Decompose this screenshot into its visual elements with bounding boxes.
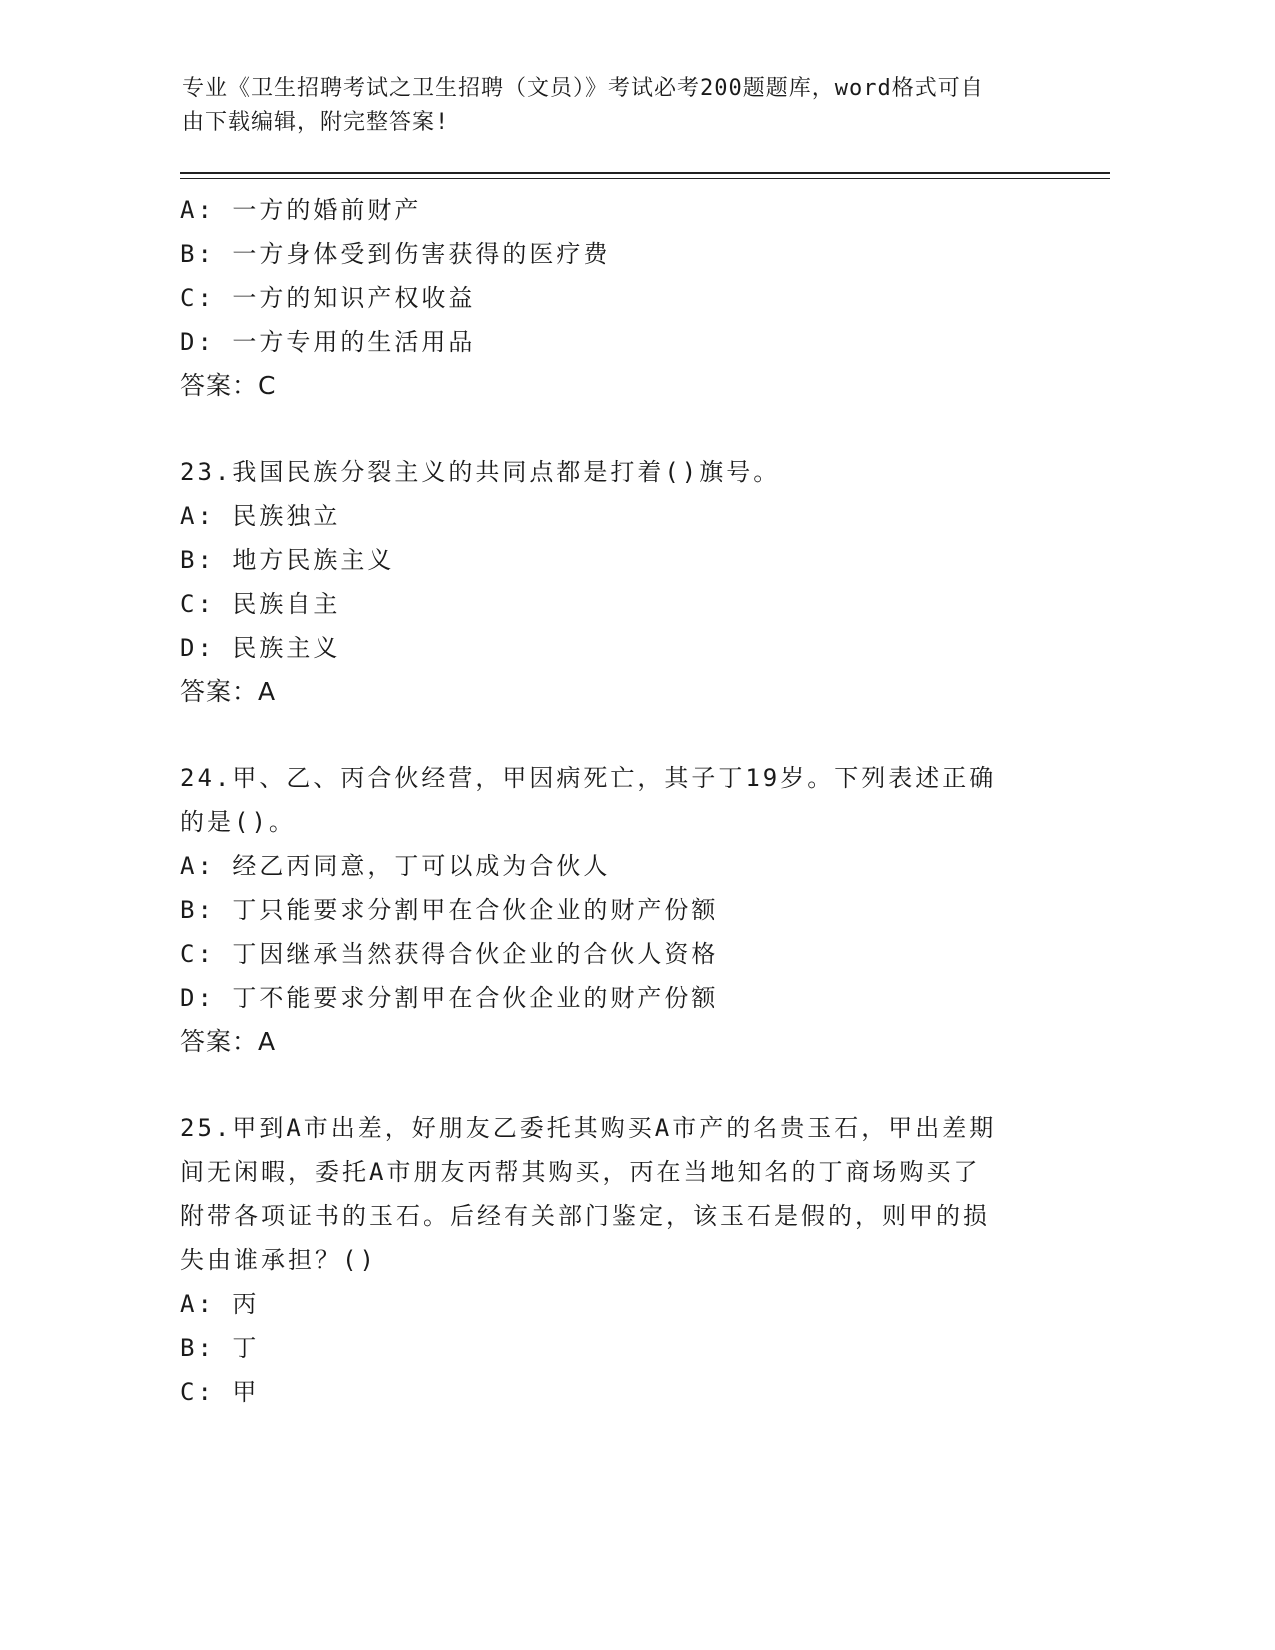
question-stem: 23.我国民族分裂主义的共同点都是打着()旗号。 — [180, 458, 781, 486]
header-line-1: 专业《卫生招聘考试之卫生招聘（文员）》考试必考200题题库，word格式可自 — [182, 76, 984, 101]
question-list — [180, 188, 1080, 1414]
question-stem-line: 25.甲到A市出差，好朋友乙委托其购买A市产的名贵玉石，甲出差期 — [180, 1114, 997, 1142]
option-c: C: 一方的知识产权收益 — [180, 284, 476, 312]
question-23 — [180, 450, 1080, 714]
header-divider-thin — [180, 178, 1110, 179]
option-b: B: 丁 — [180, 1334, 260, 1362]
option-d: D: 丁不能要求分割甲在合伙企业的财产份额 — [180, 984, 719, 1012]
question-stem-line: 附带各项证书的玉石。后经有关部门鉴定，该玉石是假的，则甲的损 — [180, 1202, 990, 1230]
option-a: A: 民族独立 — [180, 502, 341, 530]
question-spacer — [180, 1064, 1080, 1106]
question-stem-line: 的是()。 — [180, 808, 296, 836]
option-b: B: 丁只能要求分割甲在合伙企业的财产份额 — [180, 896, 719, 924]
option-c: C: 丁因继承当然获得合伙企业的合伙人资格 — [180, 940, 719, 968]
document-header — [182, 72, 1062, 140]
option-c: C: 甲 — [180, 1378, 260, 1406]
answer-line: 答案：A — [180, 677, 277, 706]
question-spacer — [180, 714, 1080, 756]
option-a: A: 经乙丙同意，丁可以成为合伙人 — [180, 852, 611, 880]
question-stem-line: 间无闲暇，委托A市朋友丙帮其购买，丙在当地知名的丁商场购买了 — [180, 1158, 981, 1186]
option-c: C: 民族自主 — [180, 590, 341, 618]
option-d: D: 一方专用的生活用品 — [180, 328, 476, 356]
question-22 — [180, 188, 1080, 408]
question-spacer — [180, 408, 1080, 450]
option-a: A: 一方的婚前财产 — [180, 196, 422, 224]
question-25 — [180, 1106, 1080, 1414]
option-d: D: 民族主义 — [180, 634, 341, 662]
option-b: B: 一方身体受到伤害获得的医疗费 — [180, 240, 611, 268]
option-a: A: 丙 — [180, 1290, 260, 1318]
answer-line: 答案：A — [180, 1027, 277, 1056]
question-24 — [180, 756, 1080, 1064]
answer-line: 答案：C — [180, 371, 277, 400]
header-line-2: 由下载编辑，附完整答案! — [182, 110, 450, 135]
question-stem-line: 失由谁承担？() — [180, 1246, 377, 1274]
header-divider-thick — [180, 172, 1110, 174]
question-stem-line: 24.甲、乙、丙合伙经营，甲因病死亡，其子丁19岁。下列表述正确 — [180, 764, 997, 792]
option-b: B: 地方民族主义 — [180, 546, 395, 574]
